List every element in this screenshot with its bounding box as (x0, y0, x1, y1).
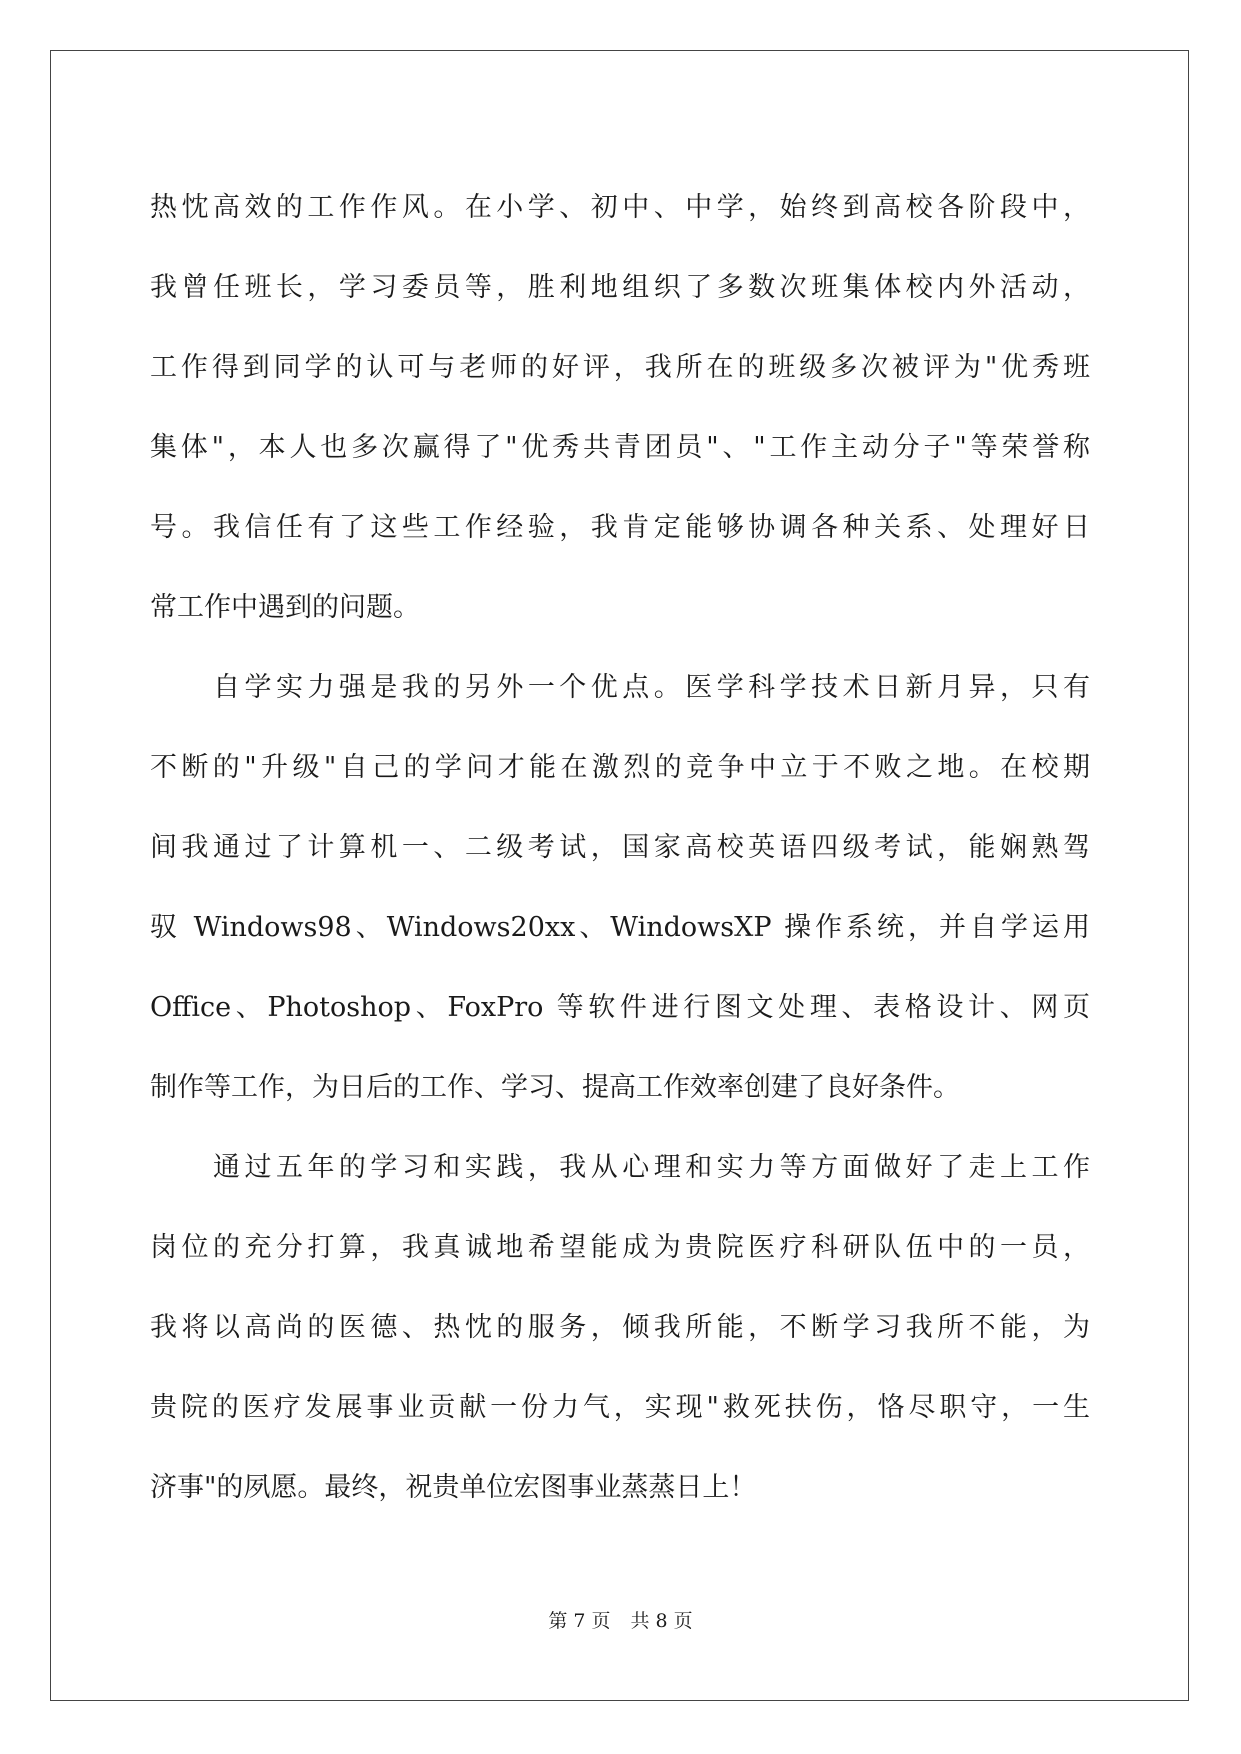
text-line: 制作等工作，为日后的工作、学习、提高工作效率创建了良好条件。 (150, 1072, 960, 1103)
text-line: 常工作中遇到的问题。 (150, 592, 420, 623)
text-line: 通过五年的学习和实践，我从心理和实力等方面做好了走上工作 (213, 1152, 1090, 1183)
text-line: 号。我信任有了这些工作经验，我肯定能够协调各种关系、处理好日 (150, 512, 1090, 543)
text-line: 我曾任班长，学习委员等，胜利地组织了多数次班集体校内外活动， (150, 272, 1090, 303)
page-number: 第 7 页 (548, 1610, 611, 1632)
text-line: 岗位的充分打算，我真诚地希望能成为贵院医疗科研队伍中的一员， (150, 1232, 1090, 1263)
text-line: 不断的"升级"自己的学问才能在激烈的竞争中立于不败之地。在校期 (150, 752, 1090, 783)
paragraph-2 (150, 648, 1090, 1128)
text-line: 贵院的医疗发展事业贡献一份力气，实现"救死扶伤，恪尽职守，一生 (150, 1392, 1090, 1423)
page-total: 共 8 页 (630, 1610, 693, 1632)
text-line: 驭 Windows98、Windows20xx、WindowsXP 操作系统，并自学运用 (150, 912, 1090, 943)
text-line: Office、Photoshop、FoxPro 等软件进行图文处理、表格设计、网页 (150, 992, 1090, 1023)
text-line: 集体"，本人也多次赢得了"优秀共青团员"、"工作主动分子"等荣誉称 (150, 432, 1090, 463)
paragraph-1 (150, 168, 1090, 648)
page-footer (0, 1606, 1241, 1633)
text-line: 自学实力强是我的另外一个优点。医学科学技术日新月异，只有 (213, 672, 1090, 703)
text-line: 热忱高效的工作作风。在小学、初中、中学，始终到高校各阶段中， (150, 192, 1090, 223)
text-line: 济事"的夙愿。最终，祝贵单位宏图事业蒸蒸日上！ (150, 1472, 757, 1503)
text-line: 工作得到同学的认可与老师的好评，我所在的班级多次被评为"优秀班 (150, 352, 1090, 383)
document-body (150, 168, 1090, 1528)
text-line: 我将以高尚的医德、热忱的服务，倾我所能，不断学习我所不能，为 (150, 1312, 1090, 1343)
paragraph-3 (150, 1128, 1090, 1528)
text-line: 间我通过了计算机一、二级考试，国家高校英语四级考试，能娴熟驾 (150, 832, 1090, 863)
